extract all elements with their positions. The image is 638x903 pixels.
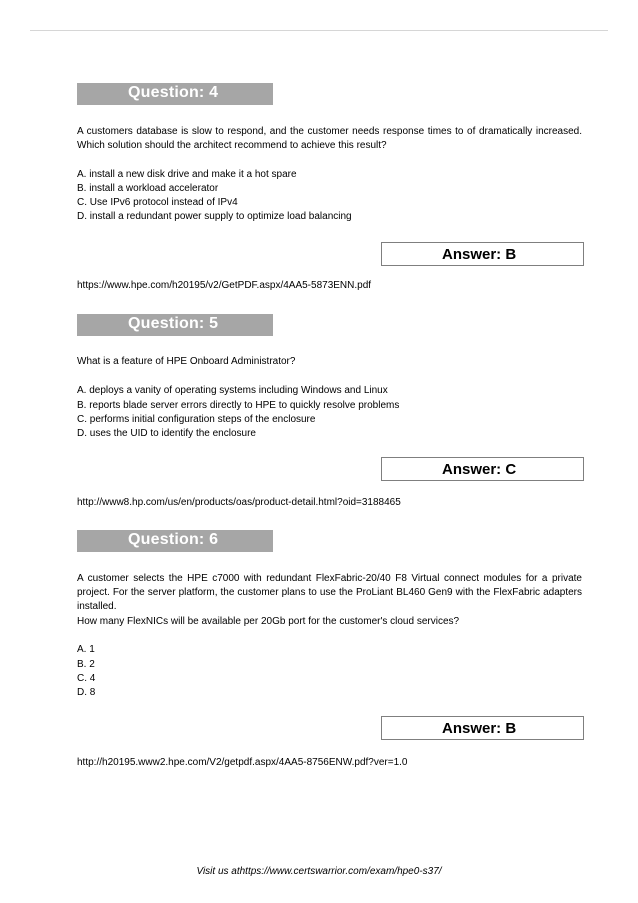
question-4-option-b: B. install a workload accelerator (77, 183, 219, 194)
question-5-answer: Answer: C (442, 461, 517, 478)
question-4-title: Question: 4 (128, 84, 219, 101)
question-6-title: Question: 6 (128, 531, 219, 548)
question-5-option-c: C. performs initial configuration steps of the enclosure (77, 414, 316, 425)
question-4-text: A customers database is slow to respond, and the customer needs response times to of dramatically increased. Which solution should the architect recommend to achieve this result? (77, 126, 582, 152)
question-6-option-b: B. 2 (77, 659, 95, 670)
question-6-reference-link[interactable]: http://h20195.www2.hpe.com/V2/getpdf.aspx/4AA5-8756ENW.pdf?ver=1.0 (77, 757, 408, 768)
question-5-answer-box (381, 457, 584, 481)
question-5-option-d: D. uses the UID to identify the enclosure (77, 428, 256, 439)
question-6-text: A customer selects the HPE c7000 with redundant FlexFabric-20/40 F8 Virtual connect modules for a private project. For the server platform, the customer plans to use the ProLiant BL460 Gen9 with the FlexFabric adapters installed. (77, 573, 582, 613)
footer-visit-link[interactable]: Visit us athttps://www.certswarrior.com/exam/hpe0-s37/ (196, 866, 442, 877)
question-4-answer: Answer: B (442, 246, 517, 263)
question-4-option-a: A. install a new disk drive and make it a hot spare (77, 169, 297, 180)
question-6-question: How many FlexNICs will be available per 20Gb port for the customer's cloud services? (77, 616, 460, 627)
question-4-header (75, 83, 273, 105)
question-6-answer-box (381, 716, 584, 740)
question-6-option-a: A. 1 (77, 644, 95, 655)
question-6-header (75, 530, 273, 552)
question-5-header (75, 314, 273, 336)
question-5-title: Question: 5 (128, 315, 219, 332)
question-5-text: What is a feature of HPE Onboard Administrator? (77, 356, 296, 367)
question-4-option-d: D. install a redundant power supply to optimize load balancing (77, 211, 352, 222)
top-divider (30, 30, 608, 31)
question-6-option-c: C. 4 (77, 673, 96, 684)
question-5-option-a: A. deploys a vanity of operating systems including Windows and Linux (77, 385, 388, 396)
question-5-option-b: B. reports blade server errors directly to HPE to quickly resolve problems (77, 400, 400, 411)
question-4-option-c: C. Use IPv6 protocol instead of IPv4 (77, 197, 238, 208)
question-5-reference-link[interactable]: http://www8.hp.com/us/en/products/oas/product-detail.html?oid=3188465 (77, 497, 401, 508)
question-6-option-d: D. 8 (77, 687, 96, 698)
question-4-answer-box (381, 242, 584, 266)
question-6-answer: Answer: B (442, 720, 517, 737)
question-4-reference-link[interactable]: https://www.hpe.com/h20195/v2/GetPDF.aspx/4AA5-5873ENN.pdf (77, 280, 372, 291)
